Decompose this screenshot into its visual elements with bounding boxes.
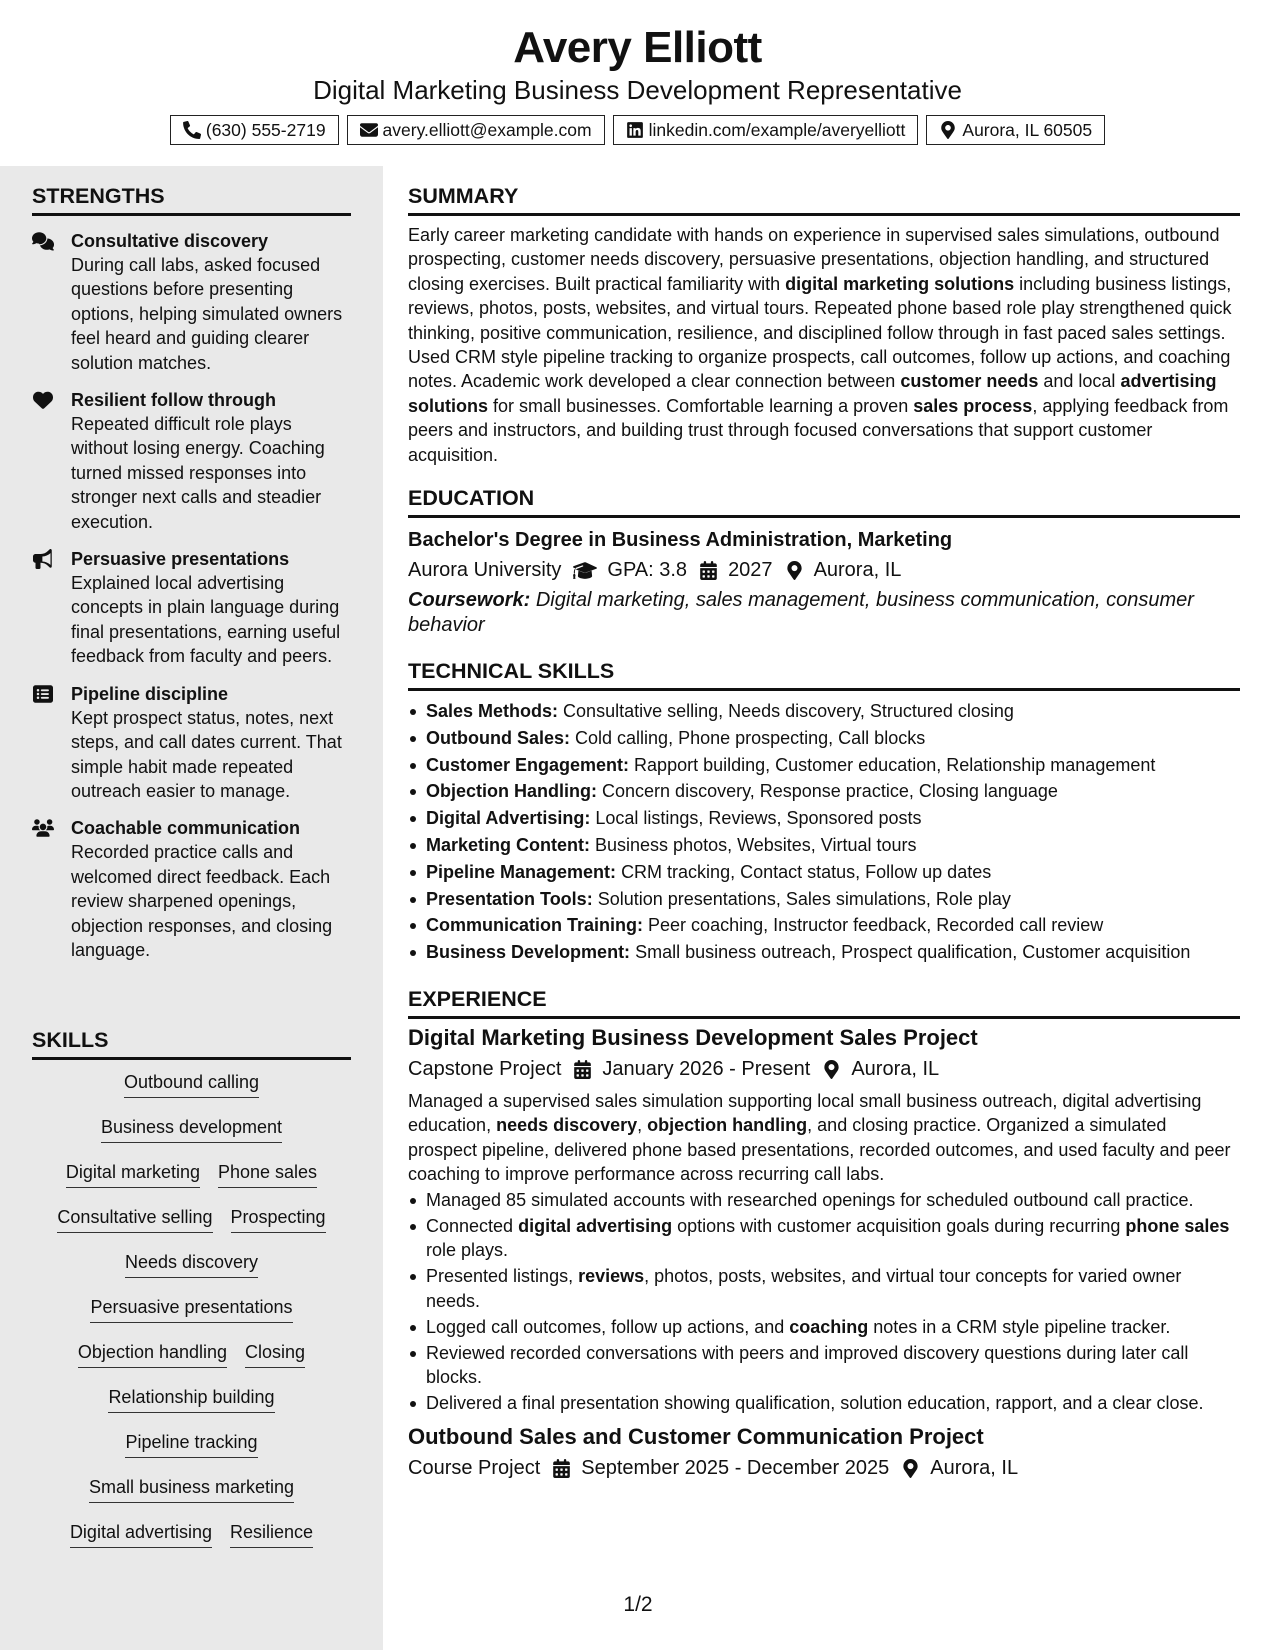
strength-item [32, 547, 351, 669]
location-text: Aurora, IL 60505 [962, 119, 1093, 140]
strength-item [32, 229, 351, 375]
comments-icon [32, 231, 55, 251]
graduation-cap-icon [573, 561, 597, 580]
map-pin-icon [901, 1459, 920, 1478]
technical-skills-list [408, 698, 1240, 966]
graduation-year: 2027 [728, 559, 773, 581]
coursework [408, 588, 1240, 637]
list-item: Logged call outcomes, follow up actions, and coaching notes in a CRM style pipeline tracker. [408, 1315, 1240, 1339]
strength-description: Recorded practice calls and welcomed direct feedback. Each review sharpened openings, objection responses, and closing language. [71, 842, 333, 960]
skill-tag: Closing [245, 1340, 305, 1368]
summary-heading: SUMMARY [408, 183, 1240, 216]
linkedin-icon [626, 121, 644, 139]
contact-email[interactable] [347, 115, 605, 145]
phone-icon [183, 121, 201, 139]
job-organization: Course Project [408, 1457, 541, 1480]
skill-tag: Resilience [230, 1520, 313, 1548]
list-item: Sales Methods: Consultative selling, Needs discovery, Structured closing [408, 698, 1240, 725]
skill-tag: Small business marketing [89, 1475, 294, 1503]
strength-description: Repeated difficult role plays without losing energy. Coaching turned missed responses into stronger next calls and steadier execution. [71, 414, 325, 532]
linkedin-text: linkedin.com/example/averyelliott [648, 119, 906, 140]
strengths-heading: STRENGTHS [32, 183, 351, 216]
technical-skills-section [408, 658, 1240, 966]
list-item: Connected digital advertising options with customer acquisition goals during recurring phone sales role plays. [408, 1214, 1240, 1263]
list-item: Communication Training: Peer coaching, Instructor feedback, Recorded call review [408, 912, 1240, 939]
skill-tag: Phone sales [218, 1160, 317, 1188]
coursework-label: Coursework: [408, 589, 531, 611]
heart-icon [32, 390, 55, 410]
strength-item [32, 388, 351, 534]
technical-skills-heading: TECHNICAL SKILLS [408, 658, 1240, 691]
list-item: Reviewed recorded conversations with peers and improved discovery questions during later call blocks. [408, 1341, 1240, 1390]
job-organization: Capstone Project [408, 1058, 562, 1080]
skill-tag: Needs discovery [125, 1250, 258, 1278]
job-bullets [408, 1188, 1240, 1415]
strength-title: Consultative discovery [71, 231, 269, 251]
bullhorn-icon [32, 549, 55, 569]
skill-tag: Outbound calling [124, 1070, 259, 1098]
job-dates: January 2026 - Present [602, 1058, 811, 1080]
calendar-icon [552, 1459, 571, 1478]
job-dates: September 2025 - December 2025 [581, 1457, 890, 1480]
strength-title: Resilient follow through [71, 390, 276, 411]
skill-tag: Digital marketing [66, 1160, 200, 1188]
list-item: Objection Handling: Concern discovery, Response practice, Closing language [408, 778, 1240, 805]
page-number: 1/2 [623, 1593, 653, 1616]
skill-tag: Pipeline tracking [125, 1430, 257, 1458]
summary-text: Early career marketing candidate with hands on experience in supervised sales simulations, outbound prospecting, customer needs discovery, persuasive presentations, objection handling, and structured closing exercises. Built practical familiarity with digital marketing solutions including business listings, reviews, photos, posts, websites, and virtual tours. Repeated phone based role play strengthened quick thinking, positive communication, resilience, and disciplined follow through in fast paced sales settings. Used CRM style pipeline tracking to organize prospects, call outcomes, follow up actions, and coaching notes. Academic work developed a clear connection between customer needs and local advertising solutions for small businesses. Comfortable learning a proven sales process, applying feedback from peers and instructors, and building trust through focused conversations that support customer acquisition. [408, 225, 1232, 465]
list-item: Pipeline Management: CRM tracking, Contact status, Follow up dates [408, 859, 1240, 886]
list-icon [32, 684, 55, 704]
strength-description: During call labs, asked focused questions before presenting options, helping simulated owners feel heard and guiding clearer solution matches. [71, 255, 343, 373]
job-summary: Managed a supervised sales simulation supporting local small business outreach, digital advertising education, needs discovery, objection handling, and closing practice. Organized a simulated prospect pipeline, delivered phone based presentations, recorded outcomes, and used faculty and peer coaching to improve performance across recurring call labs. [408, 1091, 1231, 1185]
candidate-name: Avery Elliott [513, 23, 762, 72]
coursework-list: Digital marketing, sales management, business communication, consumer behavior [408, 589, 1194, 636]
skill-tag: Persuasive presentations [90, 1295, 292, 1323]
phone-text: (630) 555-2719 [205, 119, 326, 140]
skill-tag: Objection handling [78, 1340, 227, 1368]
strength-title: Coachable communication [71, 818, 301, 839]
envelope-icon [360, 121, 378, 139]
contact-linkedin[interactable] [613, 115, 919, 145]
main-content [408, 166, 1240, 1650]
summary-section [408, 183, 1240, 467]
strength-title: Persuasive presentations [71, 549, 290, 570]
job-meta [408, 1055, 1240, 1083]
skill-tag: Prospecting [231, 1205, 326, 1233]
strengths-section [0, 183, 383, 962]
education-heading: EDUCATION [408, 485, 1240, 518]
education-meta [408, 556, 1240, 584]
map-pin-icon [822, 1060, 841, 1079]
strength-description: Kept prospect status, notes, next steps, and call dates current. That simple habit made repeated outreach easier to manage. [71, 707, 342, 801]
strength-item [32, 816, 351, 962]
skill-tag: Relationship building [108, 1385, 274, 1413]
job-location: Aurora, IL [851, 1058, 940, 1080]
strength-item [32, 682, 351, 804]
job-title: Digital Marketing Business Development Sales Project [408, 1025, 978, 1050]
list-item: Outbound Sales: Cold calling, Phone prospecting, Call blocks [408, 725, 1240, 752]
calendar-icon [699, 561, 718, 580]
job-location: Aurora, IL [930, 1457, 1019, 1480]
job-entry [408, 1423, 1240, 1482]
list-item: Business Development: Small business outreach, Prospect qualification, Customer acquisition [408, 939, 1240, 966]
list-item: Customer Engagement: Rapport building, Customer education, Relationship management [408, 752, 1240, 779]
school-name: Aurora University [408, 559, 562, 581]
degree-title: Bachelor's Degree in Business Administration, Marketing [408, 529, 953, 551]
skills-section [0, 1027, 383, 1565]
skill-tag: Digital advertising [70, 1520, 212, 1548]
list-item: Managed 85 simulated accounts with researched openings for scheduled outbound call practice. [408, 1188, 1240, 1212]
job-title: Outbound Sales and Customer Communication Project [408, 1424, 984, 1450]
list-item: Presentation Tools: Solution presentations, Sales simulations, Role play [408, 886, 1240, 913]
contact-bar [0, 115, 1275, 145]
candidate-title: Digital Marketing Business Development Representative [313, 75, 962, 105]
gpa-text: GPA: 3.8 [607, 559, 688, 581]
job-meta [408, 1454, 1240, 1482]
contact-phone[interactable] [170, 115, 339, 145]
skills-heading: SKILLS [32, 1027, 351, 1060]
experience-heading: EXPERIENCE [408, 986, 1240, 1019]
email-text: avery.elliott@example.com [382, 119, 592, 140]
skill-tag: Business development [101, 1115, 282, 1143]
job-entry [408, 1024, 1240, 1415]
sidebar [0, 166, 383, 1650]
contact-location[interactable] [926, 115, 1105, 145]
list-item: Delivered a final presentation showing qualification, solution education, rapport, and a clear close. [408, 1391, 1240, 1415]
resume-header [0, 0, 1275, 166]
calendar-icon [573, 1060, 592, 1079]
skills-list [32, 1070, 351, 1565]
list-item: Presented listings, reviews, photos, posts, websites, and virtual tour concepts for varied owner needs. [408, 1264, 1240, 1313]
education-section [408, 485, 1240, 637]
education-location: Aurora, IL [813, 559, 902, 581]
experience-section [408, 986, 1240, 1482]
users-icon [32, 818, 55, 838]
map-pin-icon [785, 561, 804, 580]
skill-tag: Consultative selling [57, 1205, 212, 1233]
map-pin-icon [939, 121, 957, 139]
strength-title: Pipeline discipline [71, 683, 229, 704]
list-item: Digital Advertising: Local listings, Reviews, Sponsored posts [408, 805, 1240, 832]
list-item: Marketing Content: Business photos, Websites, Virtual tours [408, 832, 1240, 859]
strength-description: Explained local advertising concepts in plain language during final presentations, earning useful feedback from faculty and peers. [71, 573, 341, 667]
